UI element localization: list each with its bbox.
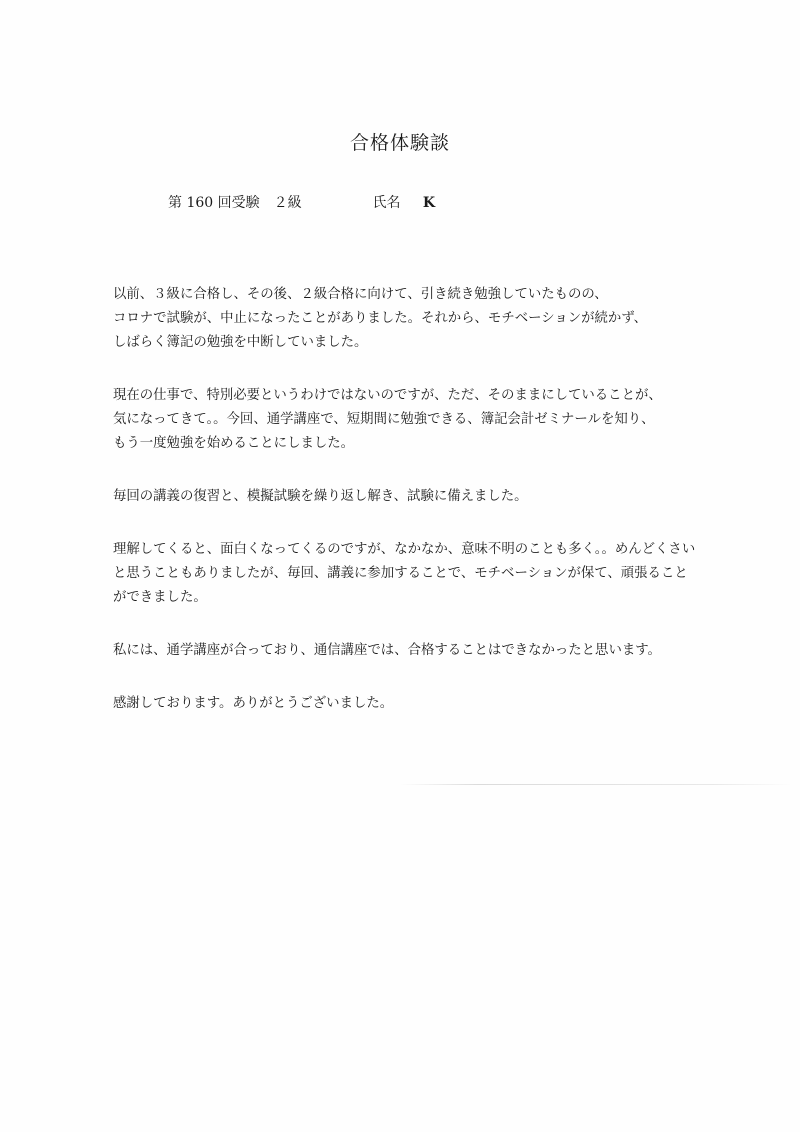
paragraph: [113, 283, 753, 355]
paragraph: [113, 384, 753, 456]
name-label: 氏名: [372, 195, 401, 211]
name-value: K: [422, 195, 436, 211]
document-body: [113, 283, 753, 745]
exam-meta: [168, 192, 435, 212]
scan-artifact-line: [400, 784, 792, 785]
paragraph-line: しばらく簿記の勉強を中断していました。: [113, 335, 368, 350]
paragraph: [113, 538, 753, 610]
paragraph-line: と思うこともありましたが、毎回、講義に参加することで、モチベーションが保て、頑張ること: [113, 566, 688, 581]
paragraph-line: ができました。: [113, 590, 207, 605]
paragraph-line: 気になってきて。。今回、通学講座で、短期間に勉強できる、簿記会計ゼミナールを知り、: [113, 412, 655, 427]
paragraph-line: 毎回の講義の復習と、模擬試験を繰り返し解き、試験に備えました。: [113, 489, 528, 504]
paragraph-line: 理解してくると、面白くなってくるのですが、なかなか、意味不明のことも多く。。めんどくさい: [113, 542, 696, 557]
paragraph-line: 以前、３級に合格し、その後、２級合格に向けて、引き続き勉強していたものの、: [113, 287, 608, 302]
paragraph: [113, 692, 753, 716]
paragraph-line: 感謝しております。ありがとうございました。: [113, 696, 394, 711]
paragraph: [113, 639, 753, 663]
exam-info: 第 160 回受験 ２級: [168, 195, 302, 211]
paragraph-line: 現在の仕事で、特別必要というわけではないのですが、ただ、そのままにしていることが、: [113, 388, 662, 403]
paragraph-line: もう一度勉強を始めることにしました。: [113, 436, 355, 451]
paragraph: [113, 485, 753, 509]
document-title: 合格体験談: [349, 132, 450, 154]
paragraph-line: コロナで試験が、中止になったことがありました。それから、モチベーションが続かず、: [113, 311, 648, 326]
paragraph-line: 私には、通学講座が合っており、通信講座では、合格することはできなかったと思います。: [113, 643, 661, 658]
